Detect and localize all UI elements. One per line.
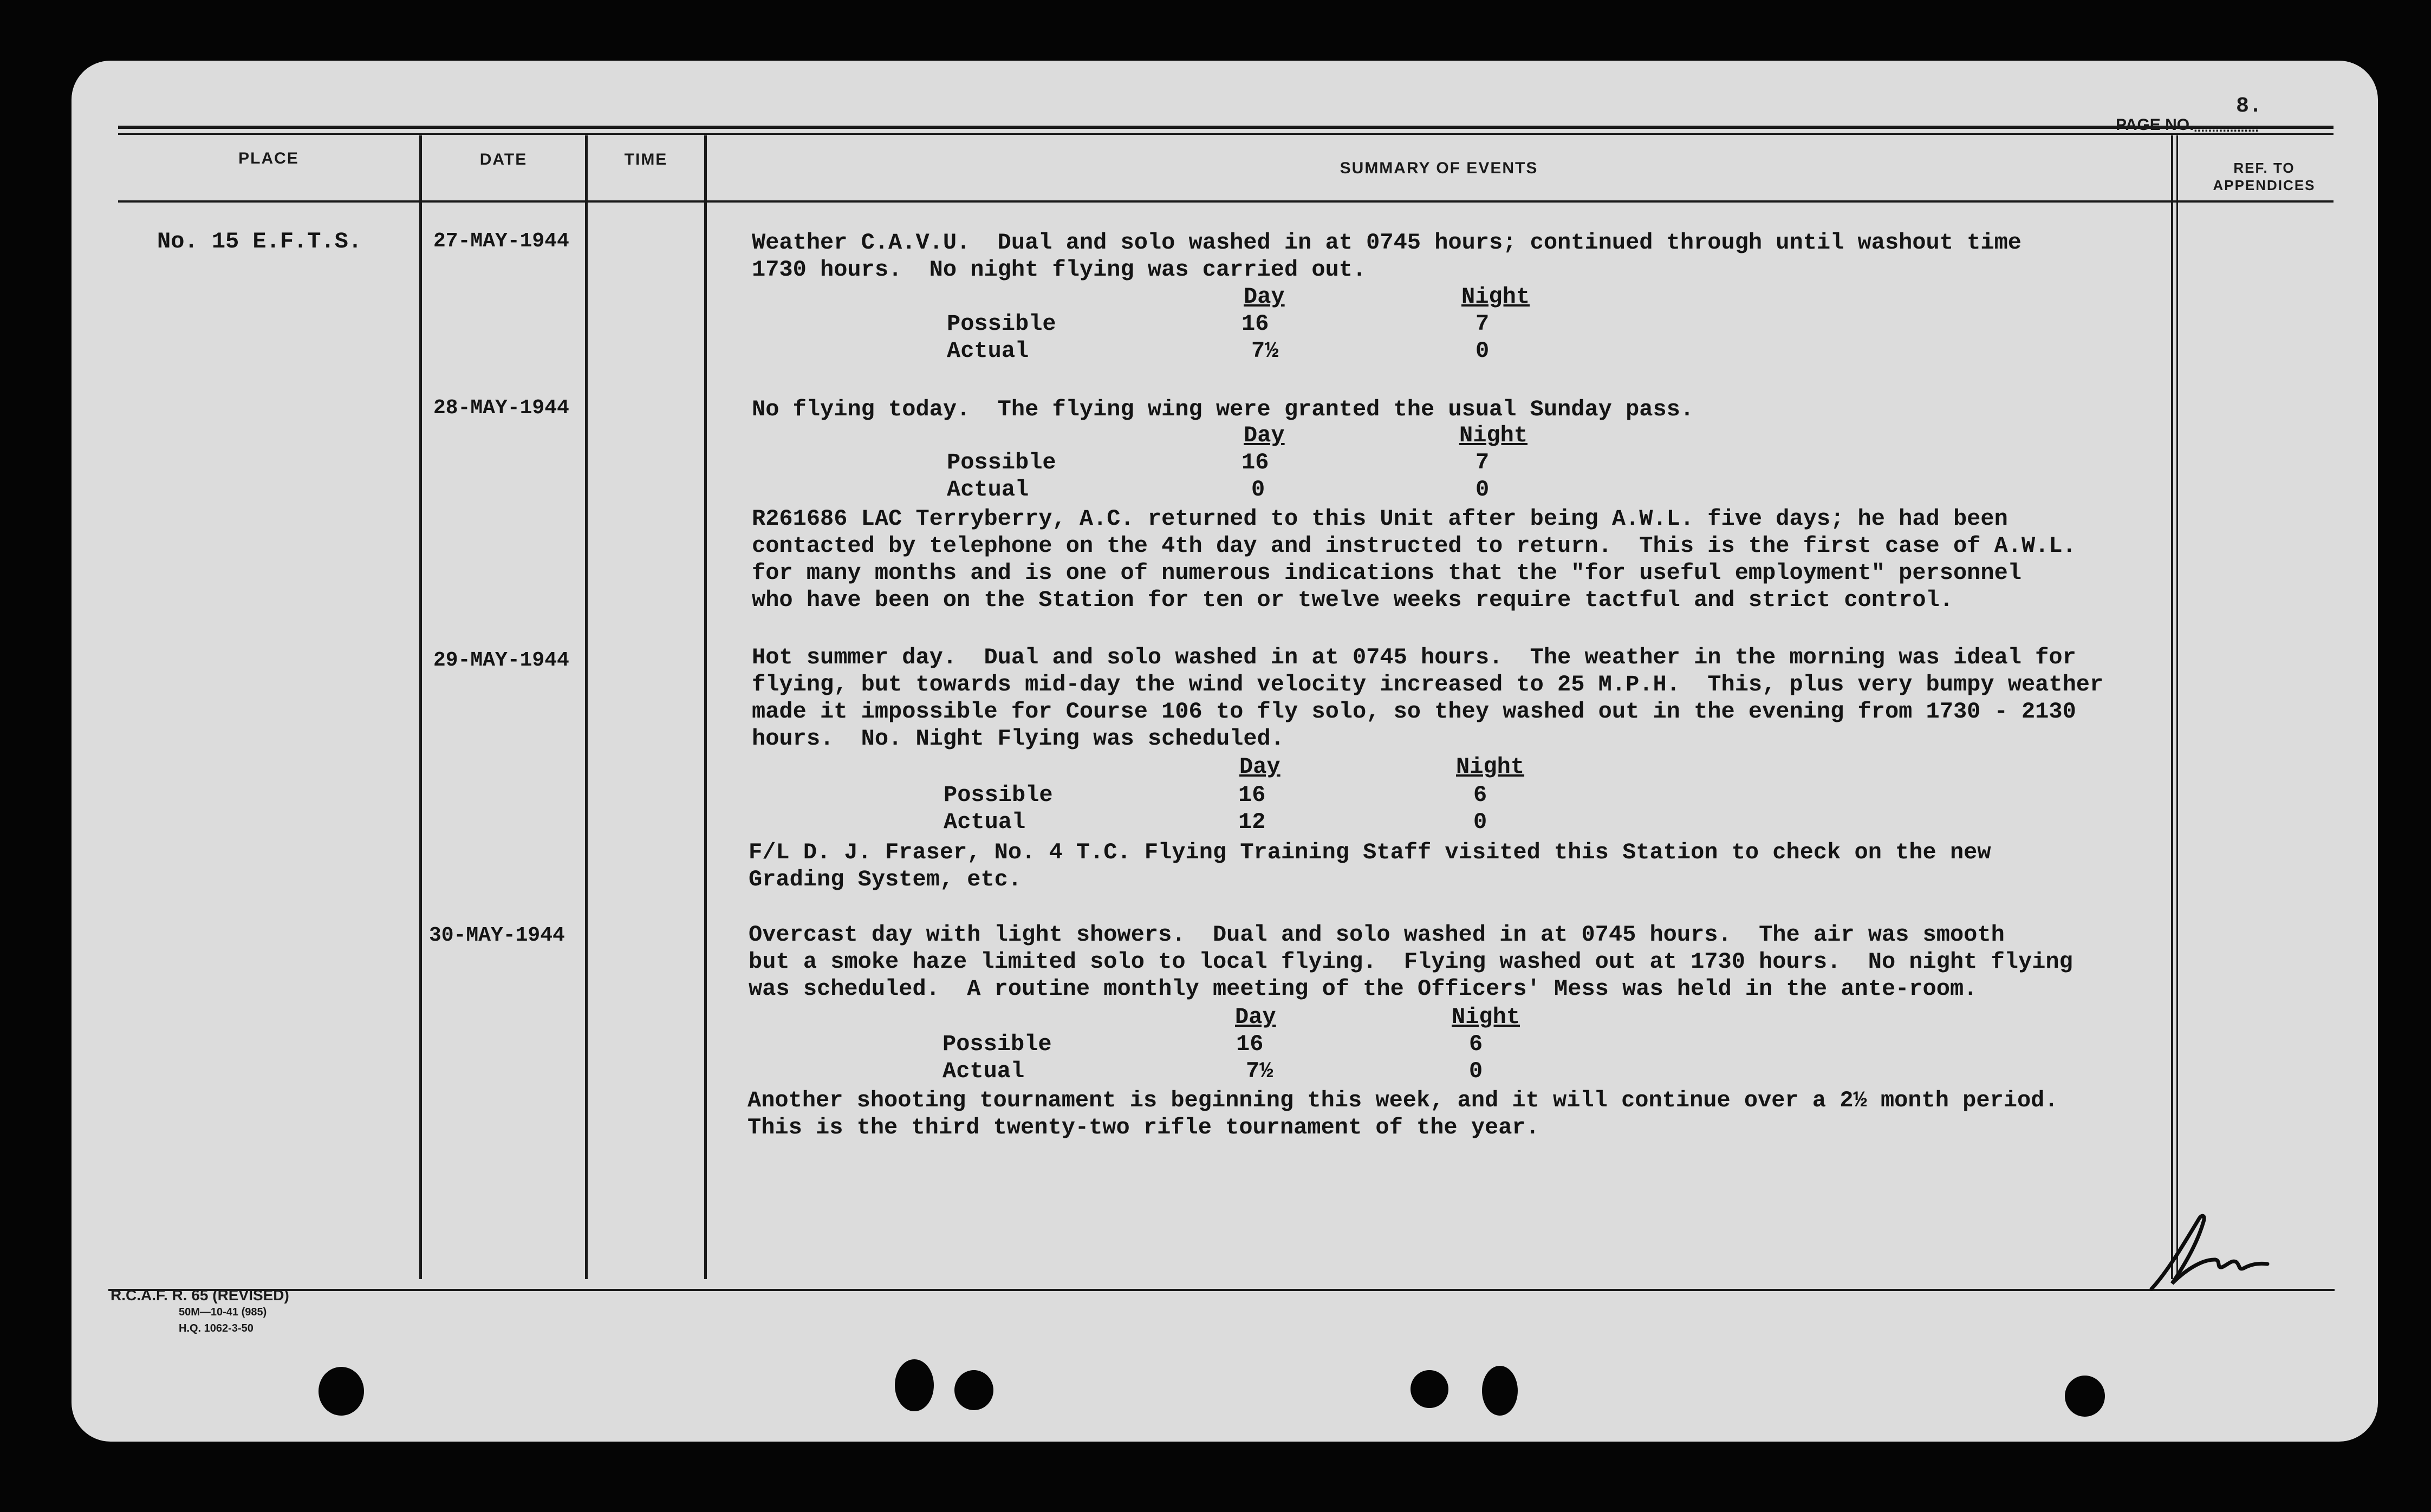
- entry-2-possible-day: 16: [1242, 449, 1269, 475]
- entry-1-possible-night: 7: [1476, 311, 1490, 337]
- entry-4-actual-day: 7½: [1246, 1058, 1273, 1084]
- entry-2-after-line-2: contacted by telephone on the 4th day and instructed to return. This is the first case of A.W.L.: [752, 533, 2076, 559]
- entry-4-date: 30-MAY-1944: [429, 924, 565, 947]
- punch-hole: [1410, 1370, 1448, 1408]
- entry-1-line-2: 1730 hours. No night flying was carried out.: [752, 257, 1367, 283]
- column-header-time: TIME: [624, 151, 668, 168]
- entry-3-date: 29-MAY-1944: [433, 649, 569, 672]
- entry-3-line-3: made it impossible for Course 106 to fly solo, so they washed out in the evening from 1730 - 2130: [752, 699, 2076, 725]
- entry-4-day-header: Day: [1235, 1004, 1276, 1030]
- entry-4-possible-night: 6: [1469, 1031, 1483, 1057]
- punch-hole: [1482, 1366, 1518, 1416]
- entry-4-line-3: was scheduled. A routine monthly meeting of the Officers' Mess was held in the ante-room.: [749, 976, 1978, 1002]
- entry-2-day-header: Day: [1244, 422, 1285, 448]
- entry-4-line-1: Overcast day with light showers. Dual and solo washed in at 0745 hours. The air was smooth: [749, 922, 2005, 948]
- entry-3-actual-label: Actual: [944, 809, 1026, 835]
- entry-2-possible-label: Possible: [947, 449, 1056, 475]
- entry-4-actual-label: Actual: [942, 1058, 1025, 1084]
- entry-3-possible-night: 6: [1473, 782, 1487, 808]
- entry-4-possible-day: 16: [1236, 1031, 1264, 1057]
- entry-2-actual-night: 0: [1476, 477, 1490, 503]
- entry-1-day-header: Day: [1244, 284, 1285, 310]
- entry-4-night-header: Night: [1452, 1004, 1520, 1030]
- entry-2-line-1: No flying today. The flying wing were granted the usual Sunday pass.: [752, 396, 1694, 422]
- entry-4-actual-night: 0: [1469, 1058, 1483, 1084]
- entry-3-day-header: Day: [1239, 754, 1280, 780]
- entry-3-night-header: Night: [1456, 754, 1525, 780]
- form-code-line-1: R.C.A.F. R. 65 (REVISED): [110, 1287, 289, 1304]
- entry-2-possible-night: 7: [1476, 449, 1490, 475]
- form-code-line-3: H.Q. 1062-3-50: [179, 1322, 253, 1334]
- entry-2-after-line-1: R261686 LAC Terryberry, A.C. returned to this Unit after being A.W.L. five days; he had been: [752, 506, 2008, 532]
- divider-summary-ref-2: [2176, 135, 2178, 1279]
- entry-1-actual-day: 7½: [1251, 338, 1279, 364]
- entry-1-date: 27-MAY-1944: [433, 230, 569, 253]
- entry-3-after-line-2: Grading System, etc.: [749, 866, 1022, 892]
- punch-hole: [318, 1367, 364, 1416]
- page-number-label: PAGE NO.: [2116, 116, 2194, 134]
- entry-4-after-line-2: This is the third twenty-two rifle tournament of the year.: [748, 1115, 1539, 1140]
- entry-4-line-2: but a smoke haze limited solo to local flying. Flying washed out at 1730 hours. No night flying: [749, 949, 2073, 975]
- entry-3-possible-label: Possible: [944, 782, 1053, 808]
- signature-mark: [2145, 1208, 2275, 1294]
- entry-2-date: 28-MAY-1944: [433, 396, 569, 420]
- punch-hole: [954, 1370, 993, 1410]
- entry-1-actual-label: Actual: [947, 338, 1029, 364]
- entry-3-line-4: hours. No. Night Flying was scheduled.: [752, 726, 1284, 752]
- entry-1-possible-day: 16: [1242, 311, 1269, 337]
- divider-date-time: [585, 135, 588, 1279]
- header-bottom-rule: [118, 200, 2334, 203]
- entry-1-possible-label: Possible: [947, 311, 1056, 337]
- column-header-summary: SUMMARY OF EVENTS: [1340, 159, 1538, 177]
- form-code-line-2: 50M—10-41 (985): [179, 1306, 267, 1318]
- punch-hole: [2065, 1376, 2105, 1417]
- place-value: No. 15 E.F.T.S.: [157, 229, 362, 255]
- entry-1-night-header: Night: [1461, 284, 1530, 310]
- header-rule: [118, 133, 2334, 135]
- entry-2-night-header: Night: [1459, 422, 1528, 448]
- entry-3-possible-day: 16: [1238, 782, 1266, 808]
- divider-place-date: [419, 135, 422, 1279]
- entry-3-line-2: flying, but towards mid-day the wind velocity increased to 25 M.P.H. This, plus very bumpy weather: [752, 672, 2104, 698]
- entry-3-actual-day: 12: [1238, 809, 1266, 835]
- entry-2-after-line-4: who have been on the Station for ten or twelve weeks require tactful and strict control.: [752, 587, 1953, 613]
- column-header-place: PLACE: [238, 149, 299, 167]
- entry-2-actual-day: 0: [1251, 477, 1265, 503]
- punch-hole: [895, 1359, 934, 1411]
- page-number-dotted-line: ..................: [2194, 120, 2259, 135]
- footer-rule: [108, 1289, 2335, 1291]
- divider-summary-ref: [2171, 135, 2173, 1279]
- page-number-value: 8.: [2236, 94, 2263, 119]
- top-rule: [118, 126, 2334, 129]
- entry-2-after-line-3: for many months and is one of numerous indications that the "for useful employment" personnel: [752, 560, 2021, 586]
- entry-1-actual-night: 0: [1476, 338, 1490, 364]
- entry-4-after-line-1: Another shooting tournament is beginning this week, and it will continue over a 2½ month period.: [748, 1087, 2058, 1113]
- divider-time-summary: [704, 135, 707, 1279]
- entry-1-line-1: Weather C.A.V.U. Dual and solo washed in at 0745 hours; continued through until washout time: [752, 230, 2021, 256]
- entry-3-line-1: Hot summer day. Dual and solo washed in at 0745 hours. The weather in the morning was ideal for: [752, 644, 2076, 670]
- column-header-date: DATE: [479, 151, 528, 168]
- entry-3-actual-night: 0: [1473, 809, 1487, 835]
- entry-3-after-line-1: F/L D. J. Fraser, No. 4 T.C. Flying Training Staff visited this Station to check on the new: [749, 839, 1991, 865]
- column-header-ref: REF. TO APPENDICES: [2213, 160, 2316, 193]
- entry-2-actual-label: Actual: [947, 477, 1029, 503]
- entry-4-possible-label: Possible: [942, 1031, 1052, 1057]
